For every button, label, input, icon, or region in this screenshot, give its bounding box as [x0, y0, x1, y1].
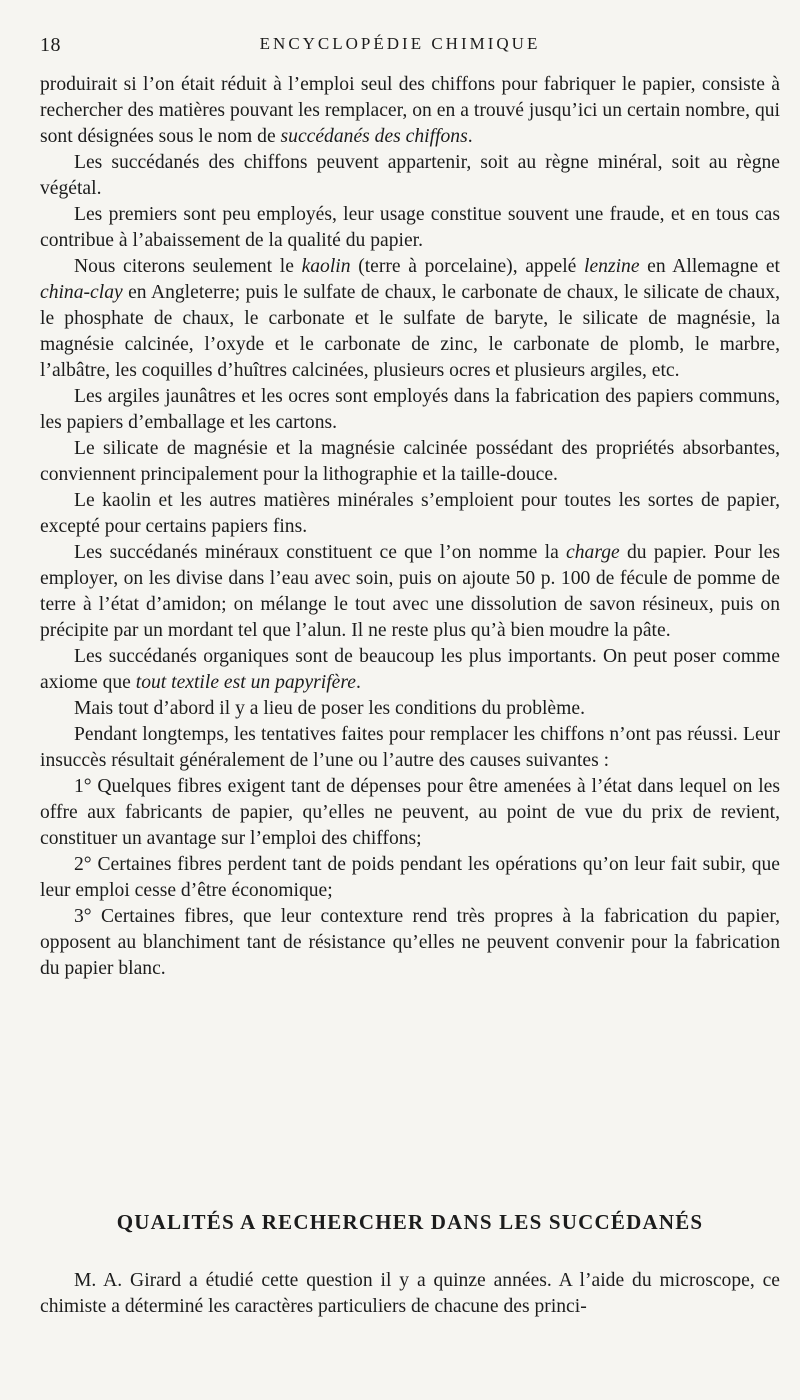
text-run: du papier. Pour les employer, on les divise dans l’eau avec soin, puis on ajoute 50 p. 100 de fécule de pomme de terre à l’état d’amidon; on mélange le tout avec une dissolution de savon résineux, puis on précipite par un mordant tel que l’alun. Il ne reste plus qu’à bien moudre la pâte. — [40, 542, 780, 641]
text-run: Pendant longtemps, les tentatives faites pour remplacer les chiffons n’ont pas réussi. Leur insuccès résultait généralement de l’une ou l’autre des causes suivantes : — [40, 724, 780, 771]
text-run: en Angleterre; puis le sulfate de chaux, le carbonate de chaux, le silicate de chaux, le phosphate de chaux, le carbonate et le sulfate de baryte, le silicate de magnésie, la magnésie calcinée, l’oxyde et le carbonate de zinc, le carbonate de plomb, le marbre, l’albâtre, les coquilles d’huîtres calcinées, plusieurs ocres et plusieurs argiles, etc. — [40, 282, 780, 381]
paragraph — [40, 384, 780, 436]
text-run: 1° Quelques fibres exigent tant de dépenses pour être amenées à l’état dans lequel on les offre aux fabricants de papier, qu’elles ne peuvent, au point de vue du prix de revient, constituer un avantage sur l’emploi des chiffons; — [40, 776, 780, 849]
text-run: Les succédanés des chiffons peuvent appartenir, soit au règne minéral, soit au règne végétal. — [40, 152, 780, 199]
text-run: produirait si l’on était réduit à l’emploi seul des chiffons pour fabriquer le papier, consiste à rechercher des matières pouvant les remplacer, on en a trouvé jusqu’ici un certain nombre, qui sont désignées sous le nom de — [40, 74, 780, 147]
italic-text: lenzine — [584, 256, 640, 277]
italic-text: tout textile est un papyrifère — [135, 672, 356, 693]
paragraph — [40, 644, 780, 696]
text-run: Le kaolin et les autres matières minérales s’emploient pour toutes les sortes de papier, excepté pour certains papiers fins. — [40, 490, 780, 537]
italic-text: kaolin — [301, 256, 351, 277]
paragraph — [40, 1268, 780, 1320]
list-paragraph — [40, 904, 780, 982]
text-run: . — [355, 672, 361, 693]
page-number: 18 — [40, 34, 61, 56]
paragraph — [40, 72, 780, 150]
text-run: 3° Certaines fibres, que leur contexture rend très propres à la fabrication du papier, opposent au blanchiment tant de résistance qu’elles ne peuvent convenir pour la fabrication du papier blanc. — [40, 906, 780, 979]
body-text — [40, 72, 780, 982]
italic-text: china-clay — [40, 282, 123, 303]
text-run: Mais tout d’abord il y a lieu de poser les conditions du problème. — [74, 698, 585, 719]
list-paragraph — [40, 852, 780, 904]
text-run: Les premiers sont peu employés, leur usage constitue souvent une fraude, et en tous cas contribue à l’abaissement de la qualité du papier. — [40, 204, 780, 251]
list-paragraph — [40, 774, 780, 852]
paragraph — [40, 540, 780, 644]
text-run: en Allemagne et — [639, 256, 780, 277]
paragraph — [40, 696, 780, 722]
paragraph — [40, 436, 780, 488]
paragraph — [40, 722, 780, 774]
paragraph — [40, 202, 780, 254]
section-heading: QUALITÉS A RECHERCHER DANS LES SUCCÉDANÉS — [116, 1210, 704, 1234]
text-run: M. A. Girard a étudié cette question il y a quinze années. A l’aide du microscope, ce chimiste a déterminé les caractères particuliers de chacune des princi- — [40, 1270, 780, 1317]
italic-text: charge — [566, 542, 620, 563]
text-run: 2° Certaines fibres perdent tant de poids pendant les opérations qu’on leur fait subir, que leur emploi cesse d’être économique; — [40, 854, 780, 901]
text-run: Nous citerons seulement le — [74, 256, 302, 277]
running-title: ENCYCLOPÉDIE CHIMIQUE — [259, 34, 541, 53]
text-run: Le silicate de magnésie et la magnésie calcinée possédant des propriétés absorbantes, conviennent principalement pour la lithographie et la taille-douce. — [40, 438, 780, 485]
paragraph — [40, 254, 780, 384]
paragraph — [40, 150, 780, 202]
text-run: Les succédanés organiques sont de beaucoup les plus importants. On peut poser comme axiome que — [40, 646, 780, 693]
italic-text: succédanés des chiffons — [280, 126, 468, 147]
text-run: Les succédanés minéraux constituent ce que l’on nomme la — [74, 542, 567, 563]
after-heading-text — [40, 1268, 780, 1320]
text-run: . — [467, 126, 473, 147]
paragraph — [40, 488, 780, 540]
text-run: Les argiles jaunâtres et les ocres sont employés dans la fabrication des papiers communs, les papiers d’emballage et les cartons. — [40, 386, 780, 433]
text-run: (terre à porcelaine), appelé — [350, 256, 585, 277]
